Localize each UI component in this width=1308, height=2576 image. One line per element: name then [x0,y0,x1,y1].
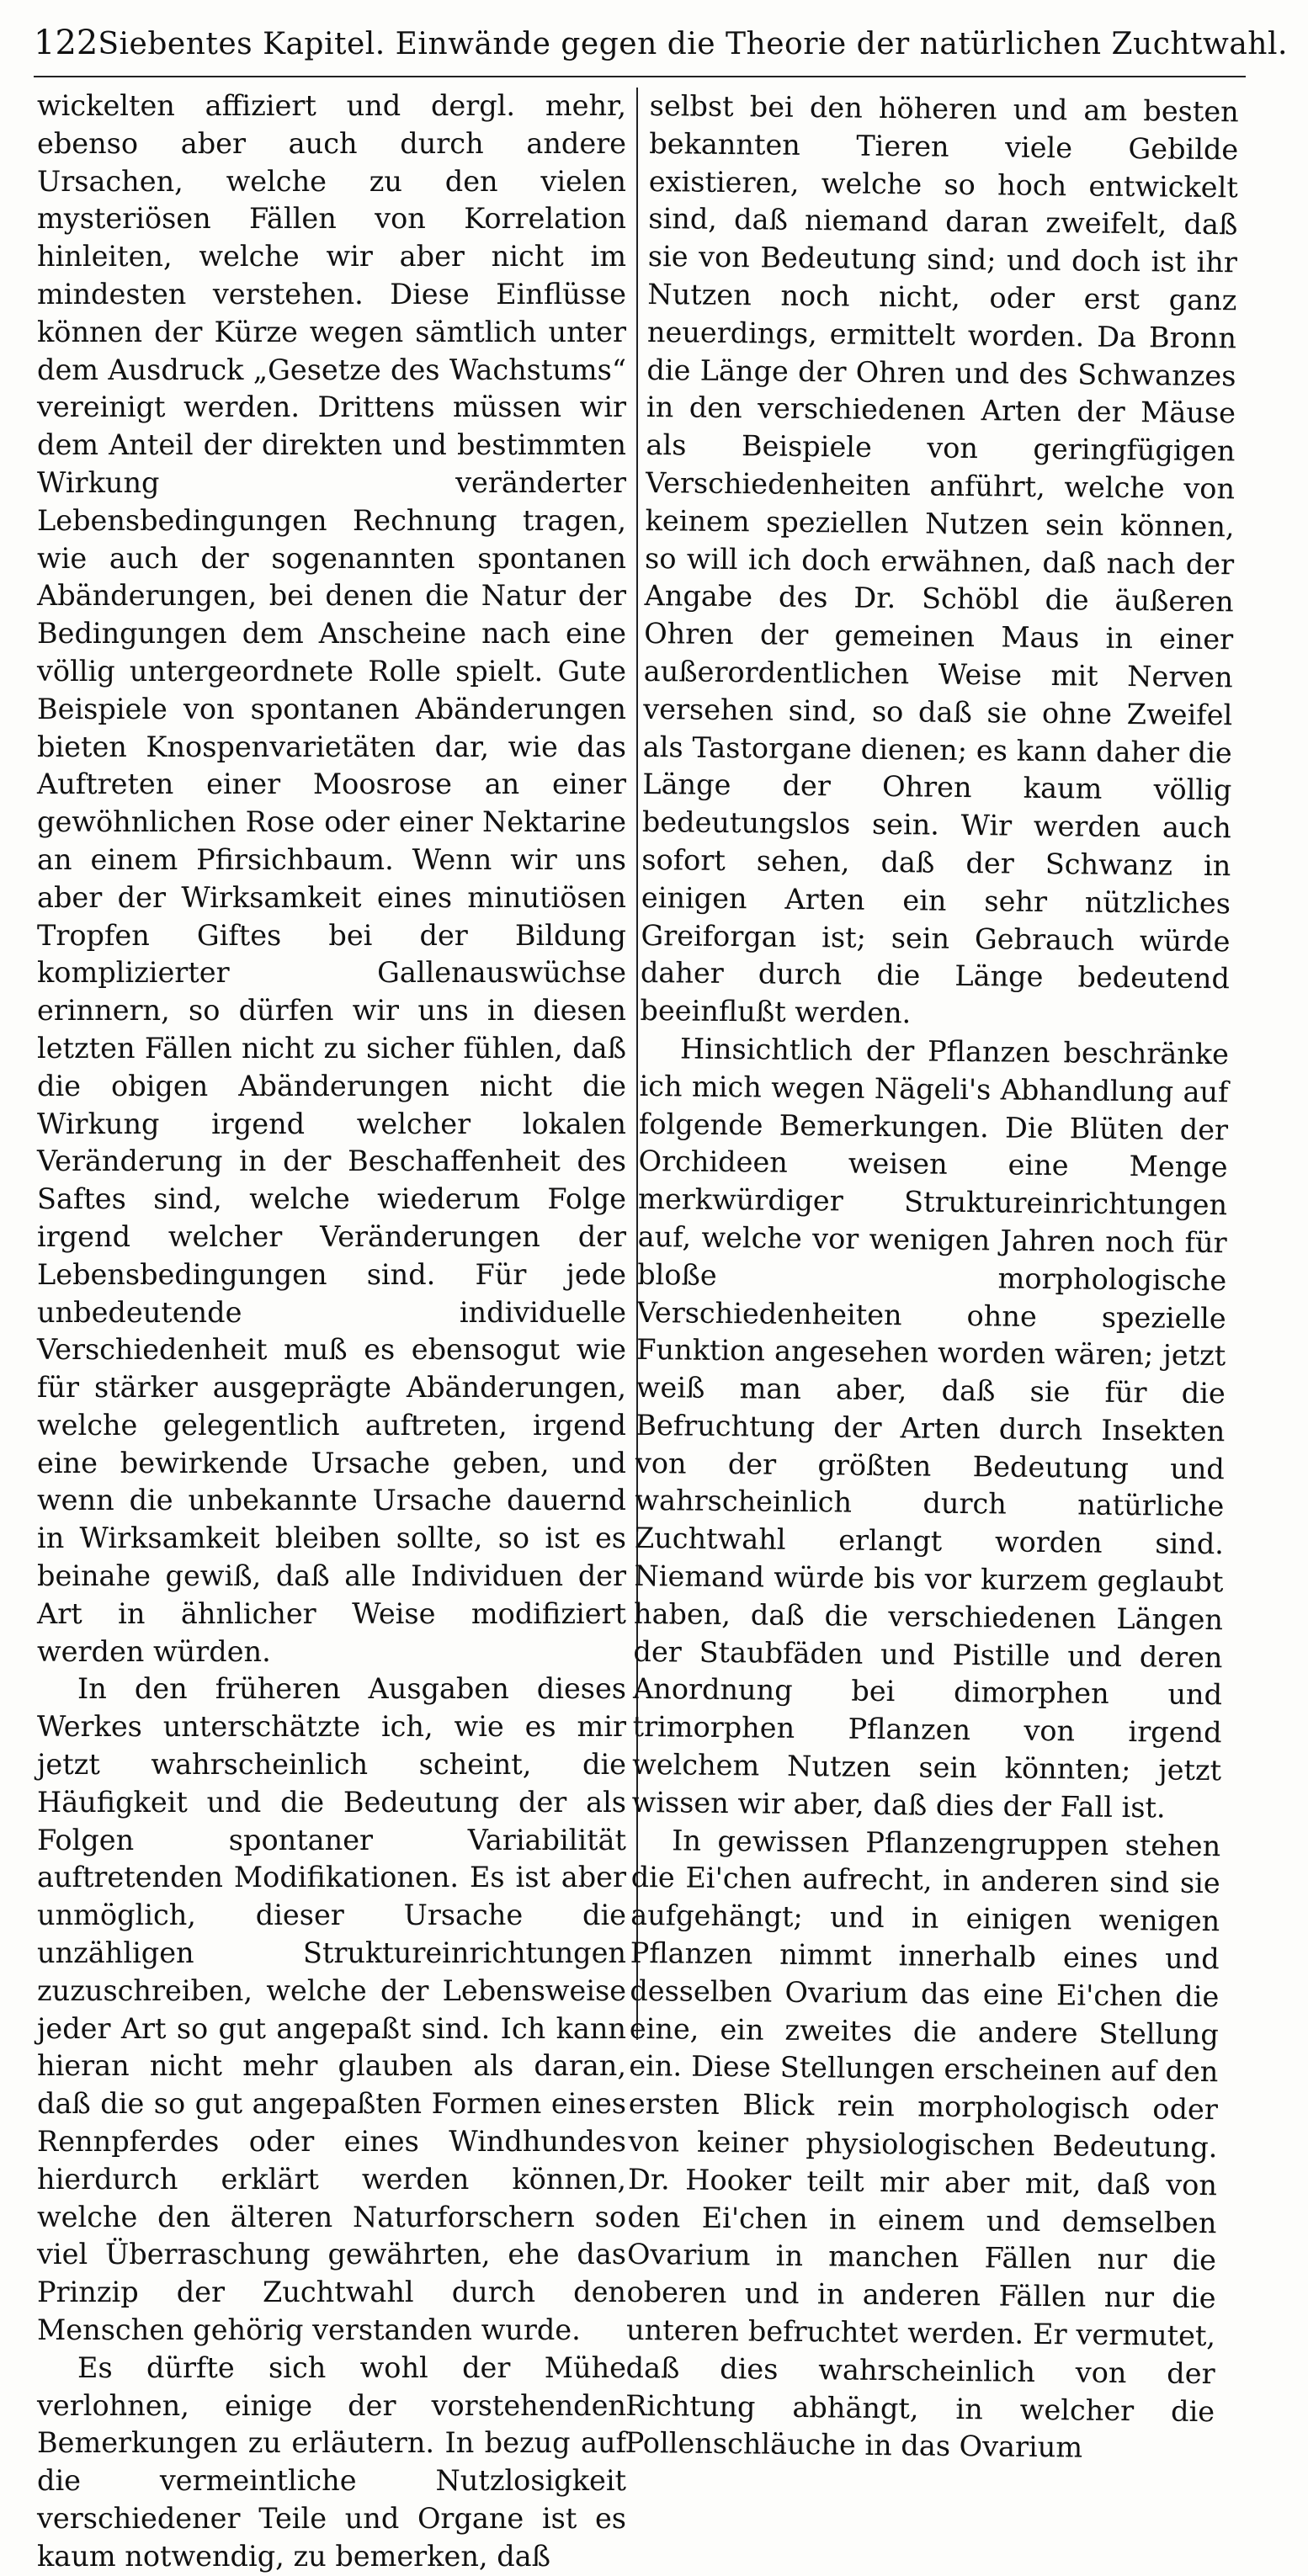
paragraph: In den früheren Ausgaben dieses Werkes unterschätzte ich, wie es mir jetzt wahrscheinlich scheint, die Häufigkeit und die Bedeutung der als Folgen spontaner Variabilität auftretenden Modifikationen. Es ist aber unmöglich, dieser Ursache die unzähligen Struktureinrichtungen zuzuschreiben, welche der Lebensweise jeder Art so gut angepaßt sind. Ich kann hieran nicht mehr glauben als daran, daß die so gut angepaßten Formen eines Rennpferdes oder eines Windhundes hierdurch erklärt werden können, welche den älteren Naturforschern so viel Überraschung gewährten, ehe das Prinzip der Zuchtwahl durch den Menschen gehörig verstanden wurde. [37,1672,626,2347]
paragraph: selbst bei den höheren und am besten bekannten Tieren viele Gebilde existieren, welche so hoch entwickelt sind, daß niemand daran zweifelt, daß sie von Bedeutung sind; und doch ist ihr Nutzen noch nicht, oder erst ganz neuerdings, ermittelt worden. Da Bronn die Länge der Ohren und des Schwanzes in den verschiedenen Arten der Mäuse als Beispiele von geringfügigen Verschiedenheiten anführt, welche von keinem speziellen Nutzen sein können, so will ich doch erwähnen, daß nach der Angabe des Dr. Schöbl die äußeren Ohren der gemeinen Maus in einer außerordentlichen Weise mit Nerven versehen sind, so daß sie ohne Zweifel als Tastorgane dienen; es kann daher die Länge der Ohren kaum völlig bedeutungslos sein. Wir werden auch sofort sehen, daß der Schwanz in einigen Arten ein sehr nützliches Greiforgan ist; sein Gebrauch würde daher durch die Länge bedeutend beeinflußt werden. [640,88,1239,1030]
right-column-text [625,88,1239,2468]
page-header [34,24,1288,77]
paragraph: wickelten affiziert und dergl. mehr, ebenso aber auch durch andere Ursachen, welche zu den vielen mysteriösen Fällen von Korrelation hinleiten, welche wir aber nicht im mindesten verstehen. Diese Einflüsse können der Kürze wegen sämtlich unter dem Ausdruck „Gesetze des Wachstums“ vereinigt werden. Drittens müssen wir dem Anteil der direkten und bestimmten Wirkung veränderter Lebensbedingungen Rechnung tragen, wie auch der sogenannten spontanen Abänderungen, bei denen die Natur der Bedingungen dem Anscheine nach eine völlig untergeordnete Rolle spielt. Gute Beispiele von spontanen Abänderungen bieten Knospenvarietäten dar, wie das Auftreten einer Moosrose an einer gewöhnlichen Rose oder einer Nektarine an einem Pfirsichbaum. Wenn wir uns aber der Wirksamkeit eines minutiösen Tropfen Giftes bei der Bildung komplizierter Gallenauswüchse erinnern, so dürfen wir uns in diesen letzten Fällen nicht zu sicher fühlen, daß die obigen Abänderungen nicht die Wirkung irgend welcher lokalen Veränderung in der Beschaffenheit des Saftes sind, welche wiederum Folge irgend welcher Veränderungen der Lebensbedingungen sind. Für jede unbedeutende individuelle Verschiedenheit muß es ebensogut wie für stärker ausgeprägte Abänderungen, welche gelegentlich auftreten, irgend eine bewirkende Ursache geben, und wenn die unbekannte Ursache dauernd in Wirksamkeit bleiben sollte, so ist es beinahe gewiß, daß alle Individuen der Art in ähnlicher Weise modifiziert werden würden. [37,89,626,1668]
paragraph: In gewissen Pflanzengruppen stehen die Ei'chen aufrecht, in anderen sind sie aufgehängt; und in einigen wenigen Pflanzen nimmt innerhalb eines und desselben Ovarium das eine Ei'chen die eine, ein zweites die andere Stellung ein. Diese Stellungen erscheinen auf den ersten Blick rein morphologisch oder von keiner physiologischen Bedeutung. Dr. Hooker teilt mir aber mit, daß von den Ei'chen in einem und demselben Ovarium in manchen Fällen nur die oberen und in anderen Fällen nur die unteren befruchtet werden. Er vermutet, daß dies wahrscheinlich von der Richtung abhängt, in welcher die Pollenschläuche in das Ovarium [625,1824,1221,2464]
paragraph: Hinsichtlich der Pflanzen beschränke ich mich wegen Nägeli's Abhandlung auf folgende Bemerkungen. Die Blüten der Orchideen weisen eine Menge merkwürdiger Struktureinrichtungen auf, welche vor wenigen Jahren noch für bloße morphologische Verschiedenheiten ohne spezielle Funktion angesehen worden wären; jetzt weiß man aber, daß sie für die Befruchtung der Arten durch Insekten von der größten Bedeutung und wahrscheinlich durch natürliche Zuchtwahl erlangt worden sind. Niemand würde bis vor kurzem geglaubt haben, daß die verschiedenen Längen der Staubfäden und Pistille und deren Anordnung bei dimorphen und trimorphen Pflanzen von irgend welchem Nutzen sein könnten; jetzt wissen wir aber, daß dies der Fall ist. [631,1032,1230,1824]
text-columns [37,88,1257,2573]
running-head: Siebentes Kapitel. Einwände gegen die Theorie der natürlichen Zuchtwahl. [98,27,1288,61]
page-number: 122 [34,24,98,62]
left-column [37,88,638,2573]
paragraph: Es dürfte sich wohl der Mühe verlohnen, einige der vorstehenden Bemerkungen zu erläutern. In bezug auf die vermeintliche Nutzlosigkeit verschiedener Teile und Organe ist es kaum notwendig, zu bemerken, daß [37,2350,626,2573]
right-column [625,88,1239,2464]
